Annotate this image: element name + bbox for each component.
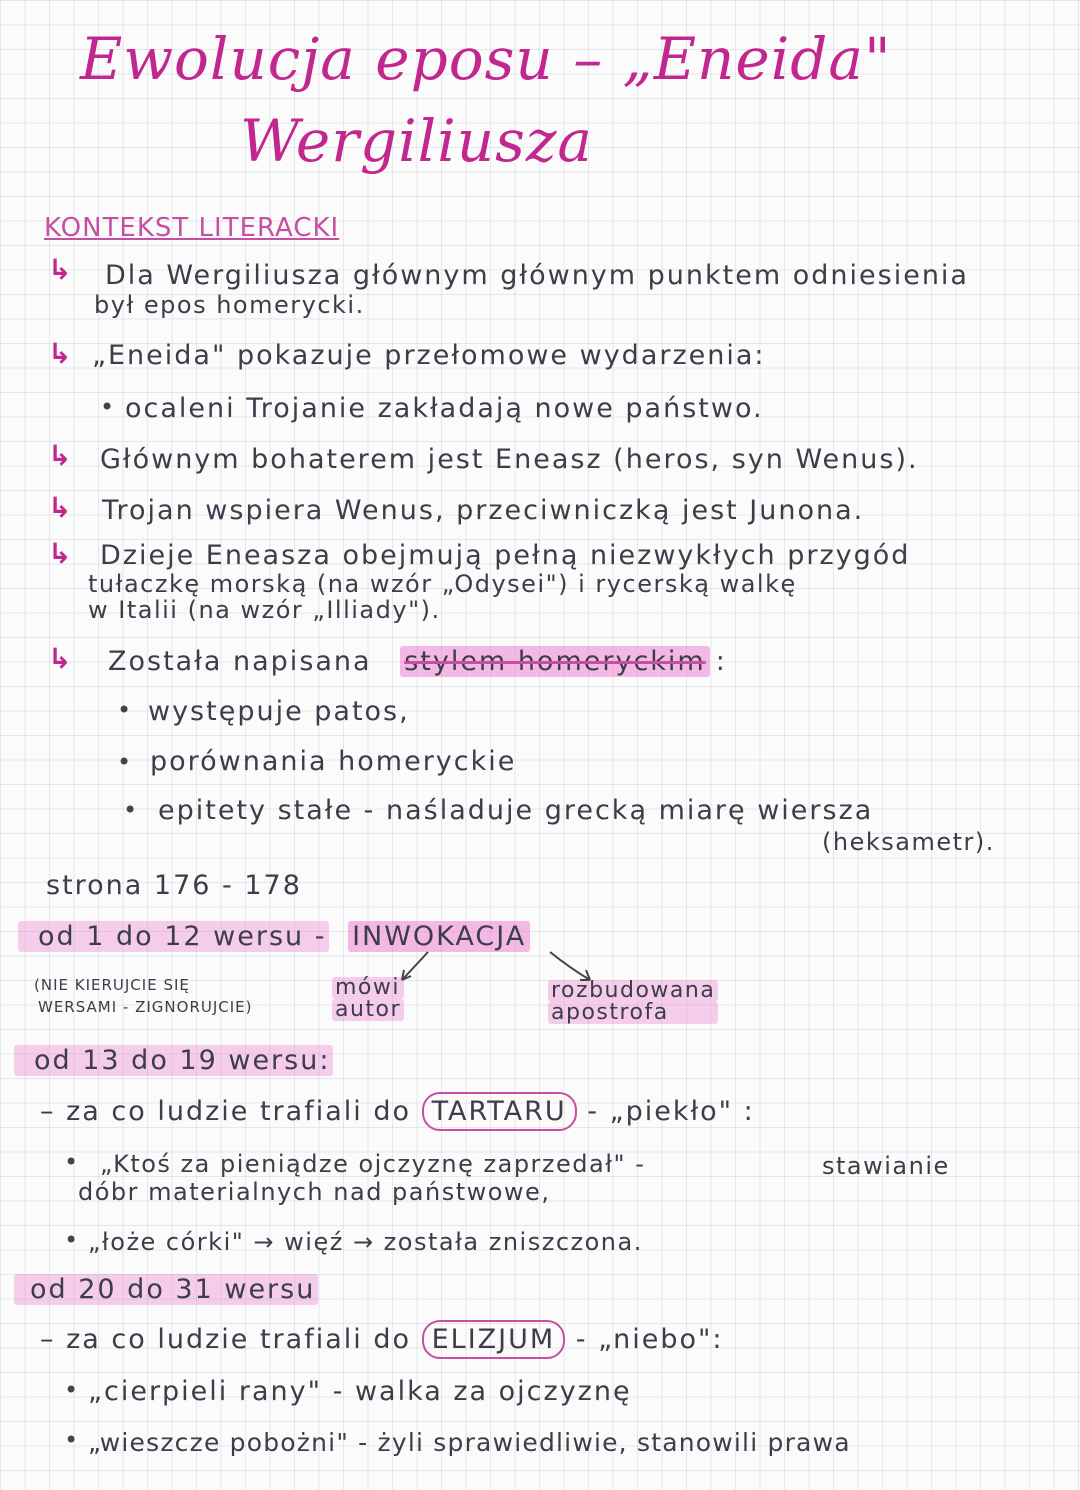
note-line-2: WERSAMI - ZIGNORUJCIE)	[38, 998, 253, 1016]
arrow-icon: ↳	[48, 253, 72, 286]
verse-range-3-bullet-2: „wieszcze pobożni" - żyli sprawiedliwie, stanowili prawa	[88, 1428, 851, 1457]
item-5-line2: tułaczkę morską (na wzór „Odysei") i rycerską walkę	[88, 570, 797, 598]
speaker-line-1: mówi	[332, 977, 404, 999]
bullet-icon: •	[100, 393, 115, 421]
verse-range-3	[14, 1276, 318, 1303]
verse-range-2	[14, 1047, 333, 1074]
verse-range-2-sub	[40, 1098, 755, 1125]
verse-range-2-sub-post: - „piekło" :	[587, 1096, 755, 1127]
bullet-icon: •	[64, 1426, 79, 1454]
page-title-line1: Ewolucja eposu – „Eneida"	[80, 25, 892, 93]
item-2-bullet-1: ocaleni Trojanie zakładają nowe państwo.	[125, 393, 764, 424]
verse-range-1	[18, 923, 530, 950]
section-heading: KONTEKST LITERACKI	[44, 213, 340, 243]
verse-range-2-bullet-1: „Ktoś za pieniądze ojczyznę zaprzedał" -	[100, 1150, 646, 1178]
verse-range-3-sub-pre: za co ludzie trafiali do	[66, 1324, 411, 1355]
item-6-label	[108, 648, 727, 675]
page-title-line2: Wergiliusza	[240, 107, 593, 175]
note-line-1: (NIE KIERUJCIE SIĘ	[34, 976, 190, 994]
verse-range-2-label: od 13 do 19 wersu:	[14, 1045, 333, 1076]
verse-range-2-sub-pre: za co ludzie trafiali do	[66, 1096, 411, 1127]
arrow-icon: ↳	[48, 337, 72, 370]
item-1-line1: Dla Wergiliusza głównym głównym punktem odniesienia	[105, 260, 969, 291]
item-6-bullet-3: epitety stałe - naśladuje grecką miarę wiersza	[158, 795, 874, 826]
apostrophe-line-1: rozbudowana	[548, 980, 718, 1002]
apostrophe-line-2: apostrofa	[548, 1002, 718, 1024]
verse-range-3-sub	[40, 1326, 724, 1353]
bullet-icon: •	[64, 1148, 79, 1176]
speaker-line-2: autor	[332, 999, 404, 1021]
elysium-box: ELIZJUM	[422, 1320, 566, 1359]
branch-arrows-icon	[380, 948, 620, 988]
bullet-icon: •	[117, 748, 132, 776]
item-6-post: :	[715, 646, 727, 677]
dash-icon: –	[40, 1096, 67, 1127]
item-3: Głównym bohaterem jest Eneasz (heros, syn Wenus).	[100, 444, 919, 475]
verse-range-1-label: od 1 do 12 wersu -	[18, 921, 329, 952]
verse-range-1-highlight: INWOKACJA	[348, 921, 530, 952]
verse-range-2-bullet-1-right: stawianie	[822, 1152, 950, 1180]
page-reference: strona 176 - 178	[46, 870, 302, 901]
item-4: Trojan wspiera Wenus, przeciwniczką jest Junona.	[102, 495, 865, 526]
bullet-icon: •	[64, 1226, 79, 1254]
arrow-icon: ↳	[48, 537, 72, 570]
item-1-line2: był epos homerycki.	[94, 291, 365, 319]
tartarus-box: TARTARU	[422, 1092, 577, 1131]
arrow-icon: ↳	[48, 642, 72, 675]
item-6-bullet-2: porównania homeryckie	[150, 746, 517, 777]
item-5-line1: Dzieje Eneasza obejmują pełną niezwykłych przygód	[100, 540, 911, 571]
arrow-icon: ↳	[48, 439, 72, 472]
bullet-icon: •	[64, 1376, 79, 1404]
bullet-icon: •	[123, 796, 138, 824]
arrow-icon: ↳	[48, 491, 72, 524]
item-6-bullet-3-cont: (heksametr).	[822, 828, 995, 856]
verse-range-3-label: od 20 do 31 wersu	[14, 1274, 318, 1305]
bullet-icon: •	[117, 696, 132, 724]
item-2: „Eneida" pokazuje przełomowe wydarzenia:	[92, 340, 766, 371]
item-5-line3: w Italii (na wzór „Illiady").	[88, 596, 441, 624]
verse-range-2-bullet-2: „łoże córki" → więź → została zniszczona.	[88, 1228, 643, 1256]
verse-range-3-bullet-1: „cierpieli rany" - walka za ojczyznę	[88, 1376, 632, 1407]
dash-icon: –	[40, 1324, 67, 1355]
verse-range-2-bullet-1-cont: dóbr materialnych nad państwowe,	[78, 1178, 551, 1206]
item-6-highlight: stylem homeryckim	[400, 646, 710, 677]
item-6-bullet-1: występuje patos,	[148, 696, 410, 727]
item-6-pre: Została napisana	[108, 646, 372, 677]
verse-range-3-sub-post: - „niebo":	[575, 1324, 724, 1355]
